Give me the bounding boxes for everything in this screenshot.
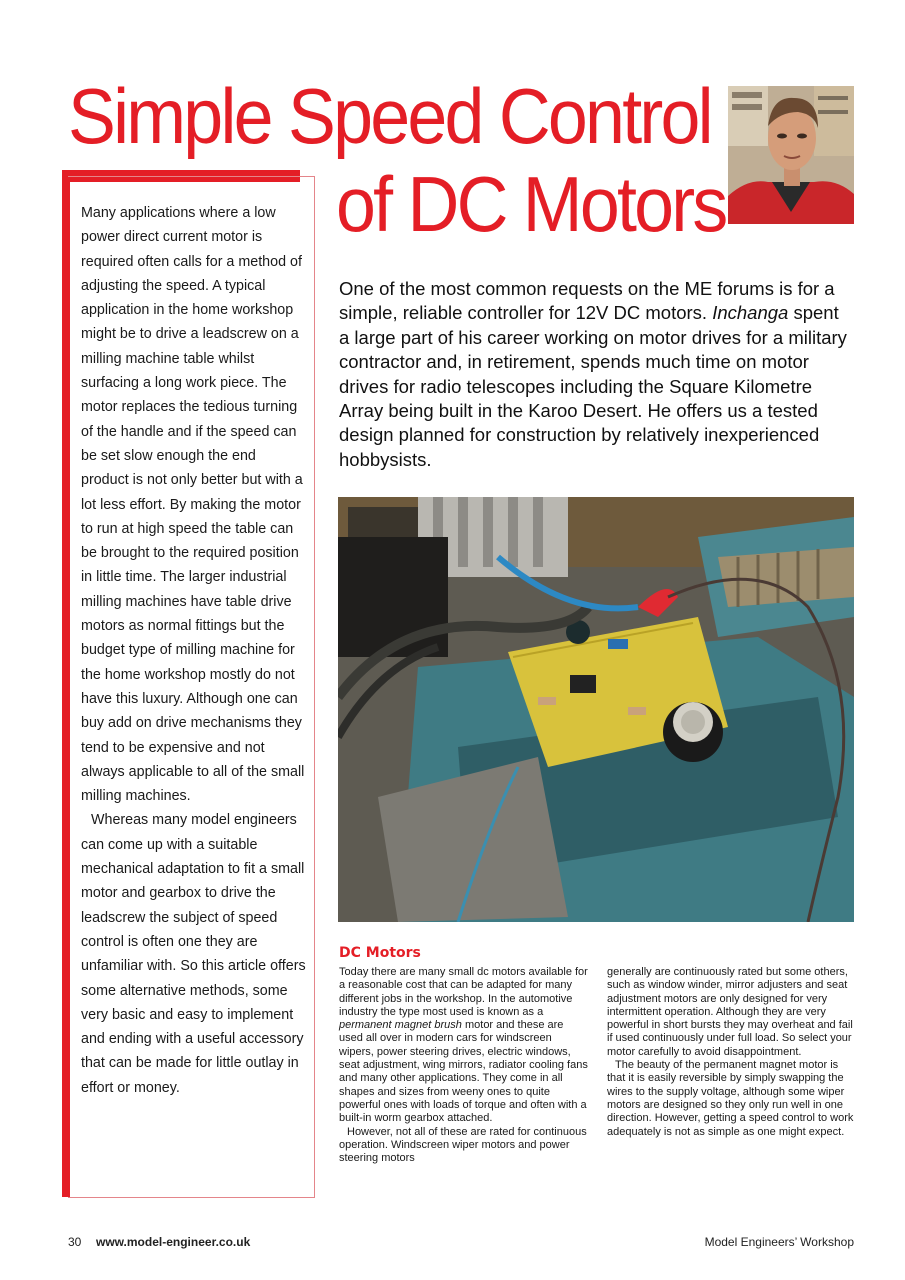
- footer-url-link[interactable]: www.model-engineer.co.uk: [96, 1235, 251, 1249]
- body-text-italic: permanent magnet brush: [339, 1019, 462, 1032]
- author-portrait-illustration: [728, 86, 854, 224]
- body-text: motor and these are used all over in modern cars for windscreen wipers, power steering drives, electric windows, seat adjustment, wing mirrors, radiator cooling fans and many other applications. They come in all shapes and sizes from weeny ones to quite powerful ones with loads of torque and often with a built-in worm gearbox attached.: [339, 1019, 588, 1125]
- intro-paragraph-1: Many applications where a low power direct current motor is required often calls for a method of adjusting the speed. A typical application in the home workshop might be to drive a leadscrew on a milling machine table whilst surfacing a long work piece. The motor replaces the tedious turning of the handle and if the speed can be set slow enough the end product is not only better but with a lot less effort. By making the motor to run at high speed the table can be brought to the required position in little time. The larger industrial milling machines have table drive motors as normal fittings but the budget type of milling machine for the home workshop mostly do not have this luxury. Although one can buy add on drive mechanisms they tend to be expensive and not always applicable to all of the small milling machines.: [81, 205, 305, 805]
- standfirst-text-after: spent a large part of his career working on motor drives for a military contractor and, in retirement, spends much time on motor drives for radio telescopes including the Square Kilometre Array being built in the Karoo Desert. He offers us a tested design planned for construction by relatively inexperienced hobbysists.: [339, 302, 847, 470]
- standfirst: [339, 277, 849, 472]
- title-line-2: of DC Motors: [336, 160, 726, 248]
- body-paragraph: The beauty of the permanent magnet motor is that it is easily reversible by simply swapping the wires to the supply voltage, although some wiper motors are designed so they only run well in one direction. However, getting a speed control to work adequately is not as simple as one might expect.: [607, 1059, 854, 1138]
- footer-magazine-name: Model Engineers’ Workshop: [704, 1235, 854, 1249]
- controller-photo-illustration: [338, 497, 854, 922]
- intro-paragraph-2: Whereas many model engineers can come up with a suitable mechanical adaptation to fit a small motor and gearbox to drive the leadscrew the subject of speed control is often one they are unfamiliar with. So this article offers some alternative methods, some very basic and easy to implement and ending with a useful accessory that can be made for little outlay in effort or money.: [81, 812, 306, 1096]
- page-number: 30: [68, 1235, 82, 1249]
- controller-photo: [338, 497, 854, 922]
- intro-sidebar: [81, 201, 306, 1100]
- body-paragraph: However, not all of these are rated for continuous operation. Windscreen wiper motors and power steering motors: [339, 1125, 587, 1165]
- body-text: Today there are many small dc motors available for a reasonable cost that can be adapted for many different jobs in the workshop. In the automotive industry the type most used is known as a: [339, 966, 588, 1018]
- body-column-1: [339, 966, 589, 1165]
- standfirst-author: Inchanga: [712, 302, 789, 324]
- body-paragraph: [339, 966, 589, 1126]
- body-column-2: [607, 966, 857, 1139]
- section-heading-dc-motors: DC Motors: [339, 945, 421, 961]
- standfirst-text-before: One of the most common requests on the ME forums is for a simple, reliable controller for 12V DC motors.: [339, 278, 835, 324]
- author-portrait: [728, 86, 854, 224]
- body-paragraph: generally are continuously rated but some others, such as window winder, mirror adjusters and seat adjustment motors are only designed for very intermittent operation. Although they are very powerful in short bursts they may overheat and fail if used continuously under full load. So select your motor carefully to avoid disappointment.: [607, 966, 853, 1058]
- title-line-1: Simple Speed Control: [68, 72, 711, 160]
